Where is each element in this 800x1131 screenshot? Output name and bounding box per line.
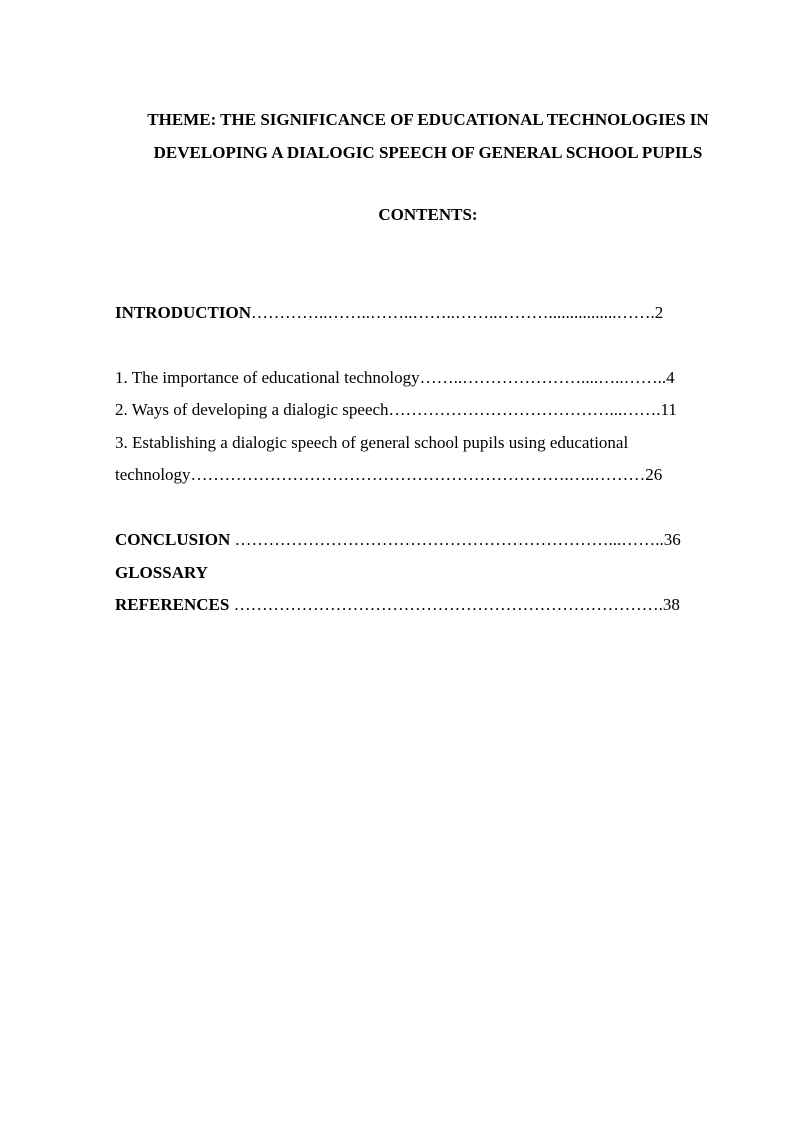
toc-page-number: 4 bbox=[666, 368, 675, 387]
toc-label: CONCLUSION bbox=[115, 530, 231, 549]
contents-heading: CONTENTS: bbox=[378, 205, 478, 224]
toc-page-number: 26 bbox=[645, 465, 663, 484]
toc-label: 1. The importance of educational technology bbox=[115, 368, 420, 387]
toc-entry-chapter-3-line-2 bbox=[115, 465, 662, 485]
toc-entry-chapter-1 bbox=[115, 368, 675, 388]
toc-leader: …………..……..……..……..……..………................……. bbox=[251, 303, 655, 322]
toc-label: INTRODUCTION bbox=[115, 303, 252, 322]
toc-label: technology bbox=[115, 465, 191, 484]
toc-label: 3. Establishing a dialogic speech of general school pupils using educational bbox=[115, 433, 629, 452]
title-line-2: DEVELOPING A DIALOGIC SPEECH OF GENERAL SCHOOL PUPILS bbox=[153, 143, 703, 162]
toc-entry-conclusion bbox=[115, 530, 681, 550]
toc-page-number: 11 bbox=[660, 400, 677, 419]
document-title bbox=[100, 103, 756, 169]
toc-leader: ……..…………………....…..…….. bbox=[419, 368, 667, 387]
toc-entry-chapter-3-line-1 bbox=[115, 433, 628, 453]
toc-label: GLOSSARY bbox=[115, 563, 208, 582]
toc-leader: ………………………………………………………….…..……… bbox=[190, 465, 646, 484]
toc-entry-references bbox=[115, 595, 680, 615]
toc-label: 2. Ways of developing a dialogic speech bbox=[115, 400, 389, 419]
toc-page-number: 2 bbox=[654, 303, 664, 322]
title-line-1: THEME: THE SIGNIFICANCE OF EDUCATIONAL TECHNOLOGIES IN bbox=[147, 110, 709, 129]
toc-entry-introduction bbox=[115, 303, 663, 323]
toc-entry-glossary bbox=[115, 563, 208, 583]
toc-page-number: 38 bbox=[662, 595, 680, 614]
toc-entry-chapter-2 bbox=[115, 400, 677, 420]
toc-leader: …………………………………………………………………. bbox=[229, 595, 663, 614]
toc-label: REFERENCES bbox=[115, 595, 230, 614]
toc-leader: …………………………………...……. bbox=[388, 400, 661, 419]
toc-page-number: 36 bbox=[663, 530, 681, 549]
toc-leader: …………………………………………………………...…….. bbox=[230, 530, 664, 549]
